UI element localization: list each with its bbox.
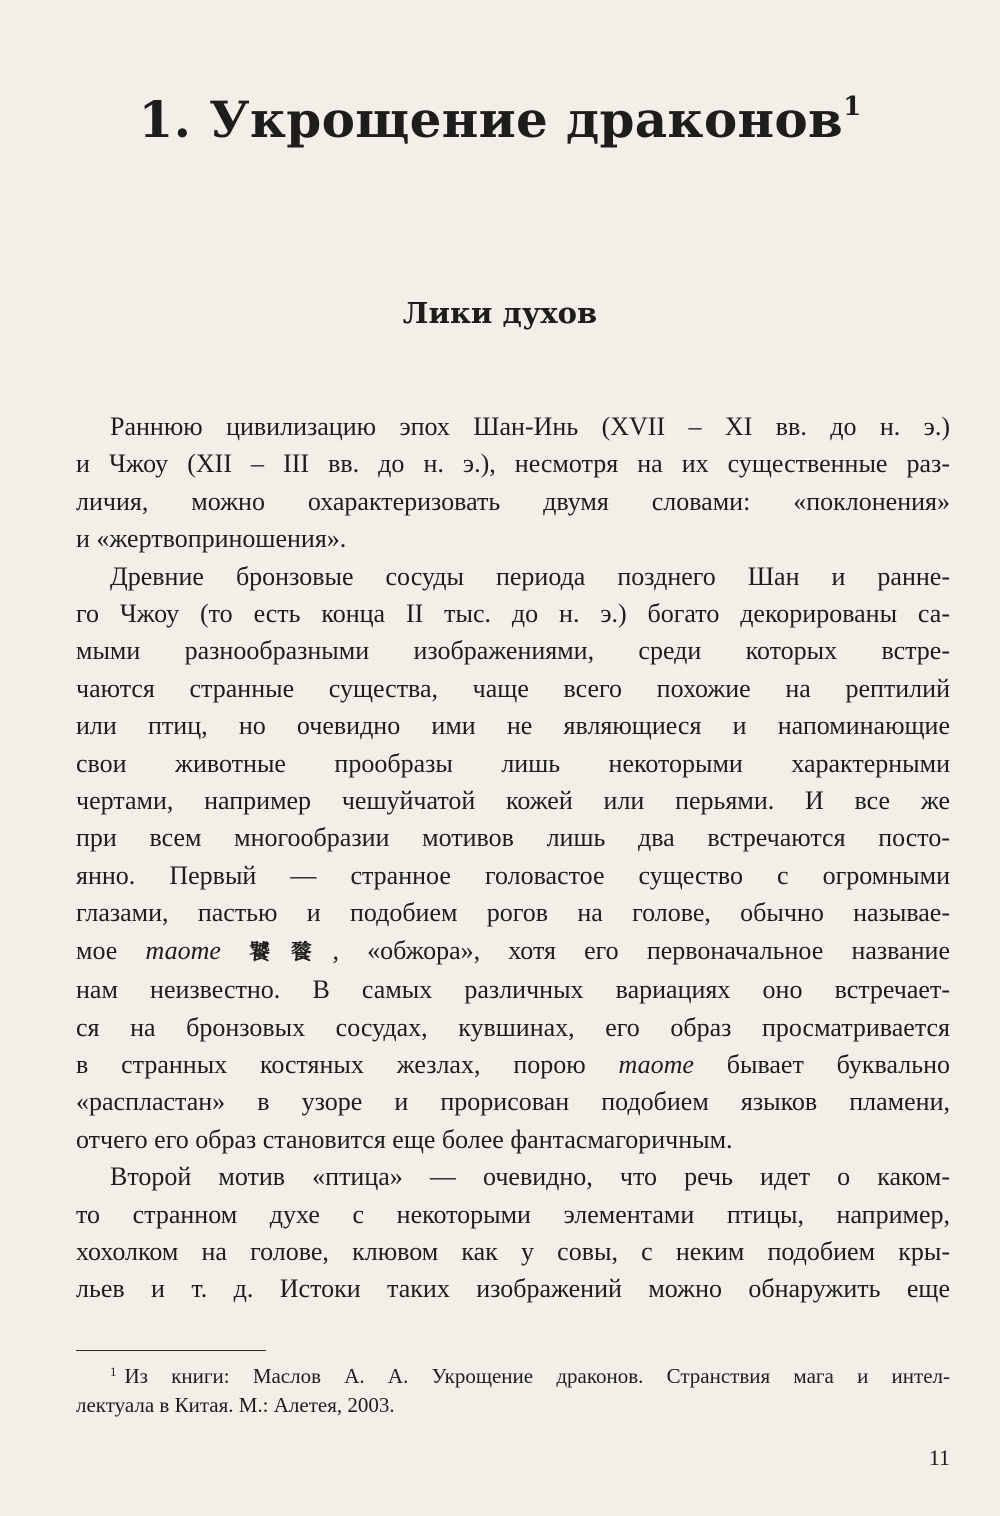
paragraph-2	[76, 558, 950, 1159]
text-line: и Чжоу (XII – III вв. до н. э.), несмотря на их существенные раз-	[76, 449, 950, 479]
footnote	[76, 1362, 950, 1420]
text-line: ся на бронзовых сосудах, кувшинах, его образ просматривается	[76, 1012, 950, 1042]
text-fragment: , «обжора», хотя его первоначальное название	[332, 935, 951, 965]
text-line: Древние бронзовые сосуды периода позднего Шан и ранне-	[110, 561, 950, 591]
footnote-line: лектуала в Китая. М.: Алетея, 2003.	[76, 1393, 395, 1417]
text-line: свои животные прообразы лишь некоторыми характерными	[76, 748, 950, 778]
text-line: янно. Первый — странное головастое существо с огромными	[76, 860, 950, 890]
term-taote: таоте	[618, 1049, 694, 1079]
chinese-characters: 饕餮	[249, 939, 333, 964]
chapter-title-text: 1. Укрощение драконов	[138, 90, 844, 149]
text-line: и «жертвоприношения».	[76, 524, 347, 554]
chapter-title	[0, 88, 1000, 152]
chapter-footnote-ref[interactable]: 1	[843, 92, 862, 122]
text-line: при всем многообразии мотивов лишь два встречаются посто-	[76, 823, 950, 853]
paragraph-3	[76, 1158, 950, 1308]
text-fragment: в странных костяных жезлах, порою	[76, 1049, 619, 1079]
text-line: Раннюю цивилизацию эпох Шан-Инь (XVII – XI вв. до н. э.)	[110, 412, 950, 441]
text-line: чаются странные существа, чаще всего похожие на рептилий	[76, 673, 950, 703]
text-line: «распластан» в узоре и прорисован подобием языков пламени,	[76, 1087, 950, 1117]
text-line: Второй мотив «птица» — очевидно, что речь идет о каком-	[110, 1162, 950, 1192]
footnote-text: Из книги: Маслов А. А. Укрощение драконов. Странствия мага и интел-	[124, 1364, 950, 1388]
page-number: 11	[928, 1445, 950, 1470]
term-taote: таоте	[145, 935, 221, 965]
text-line-taote	[76, 1046, 950, 1083]
text-fragment: бывает буквально	[693, 1049, 950, 1079]
text-line: нам неизвестно. В самых различных вариациях оно встречает-	[76, 975, 950, 1005]
paragraph-1	[76, 408, 950, 558]
text-line: личия, можно охарактеризовать двумя словами: «поклонения»	[76, 486, 950, 516]
text-line: го Чжоу (то есть конца II тыс. до н. э.) богато декорированы са-	[76, 599, 950, 629]
text-fragment: мое	[76, 935, 146, 965]
text-line: мыми разнообразными изображениями, среди которых встре-	[76, 636, 950, 666]
text-line: то странном духе с некоторыми элементами птицы, например,	[76, 1199, 950, 1229]
section-title: Лики духов	[402, 296, 598, 330]
text-line: глазами, пастью и подобием рогов на голове, обычно называе-	[76, 898, 950, 928]
text-line: или птиц, но очевидно ими не являющиеся и напоминающие	[76, 711, 950, 741]
footnote-line	[76, 1362, 950, 1391]
text-line: отчего его образ становится еще более фантасмагоричным.	[76, 1124, 733, 1154]
text-line: хохолком на голове, клювом как у совы, с неким подобием кры-	[76, 1236, 950, 1266]
footnote-mark: 1	[110, 1364, 117, 1379]
text-line: льев и т. д. Истоки таких изображений можно обнаружить еще	[76, 1274, 950, 1304]
text-line: чертами, например чешуйчатой кожей или перьями. И все же	[76, 786, 950, 816]
text-line-taote	[76, 932, 950, 971]
footnote-divider	[76, 1350, 266, 1351]
body-text	[76, 408, 950, 1308]
